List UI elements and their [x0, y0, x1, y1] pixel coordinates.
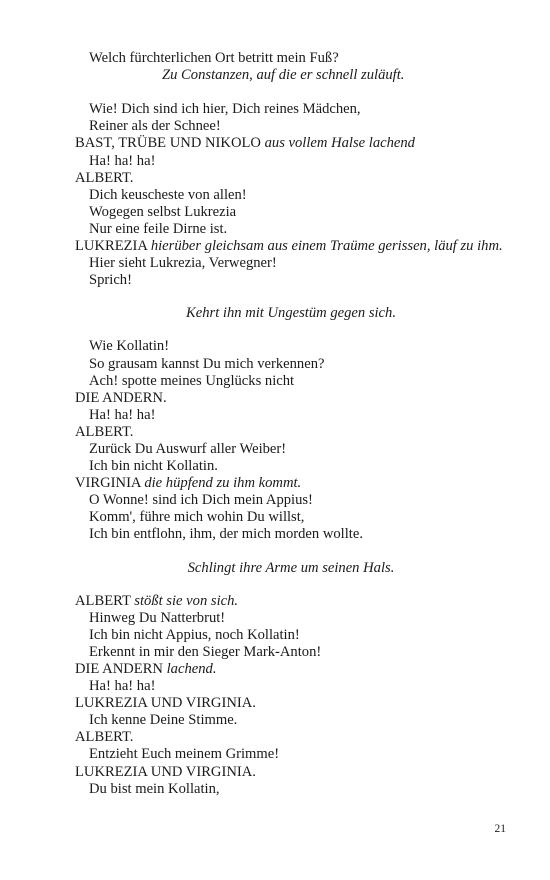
stage-direction: Kehrt ihn mit Ungestüm gegen sich.	[186, 305, 396, 322]
speaker-line	[75, 475, 507, 492]
stage-direction: lachend.	[166, 661, 217, 677]
verse-line: Ich kenne Deine Stimme.	[89, 712, 238, 729]
verse-line: Ich bin nicht Kollatin.	[89, 458, 218, 475]
speaker-name: VIRGINIA	[75, 475, 141, 492]
stage-direction: hierüber gleichsam aus einem Traüme gerissen, läuf zu ihm.	[150, 238, 503, 255]
speaker-name: ALBERT.	[75, 169, 134, 186]
speaker-name: LUKREZIA UND VIRGINIA.	[75, 695, 256, 712]
speaker-name: LUKREZIA	[75, 238, 148, 255]
spacer	[75, 289, 507, 305]
speaker-name: LUKREZIA UND VIRGINIA.	[75, 763, 256, 780]
verse-line: Entzieht Euch meinem Grimme!	[89, 746, 280, 763]
speaker-line	[75, 593, 507, 610]
speaker-line	[75, 661, 507, 678]
spacer	[75, 544, 507, 560]
speaker-line	[75, 238, 507, 255]
spacer	[75, 577, 507, 593]
speaker-name: BAST, TRÜBE UND NIKOLO	[75, 135, 261, 152]
speaker-line	[75, 135, 507, 152]
verse-line: Zurück Du Auswurf aller Weiber!	[89, 440, 287, 457]
verse-line: Ich bin nicht Appius, noch Kollatin!	[89, 626, 300, 643]
play-text	[75, 50, 507, 798]
verse-line: O Wonne! sind ich Dich mein Appius!	[89, 492, 313, 509]
verse-line: Welch fürchterlichen Ort betritt mein Fuß?	[89, 50, 339, 66]
verse-line: So grausam kannst Du mich verkennen?	[89, 355, 325, 372]
speaker-name: DIE ANDERN.	[75, 389, 167, 406]
verse-line: Erkennt in mir den Sieger Mark-Anton!	[89, 643, 322, 660]
verse-line: Ha! ha! ha!	[89, 406, 156, 423]
verse-line: Wie Kollatin!	[89, 338, 170, 355]
speaker-name: ALBERT.	[75, 729, 134, 746]
stage-direction: Schlingt ihre Arme um seinen Hals.	[187, 559, 395, 576]
verse-line: Hier sieht Lukrezia, Verwegner!	[89, 255, 277, 272]
speaker-name: DIE ANDERN	[75, 661, 163, 677]
verse-line: Ach! spotte meines Unglücks nicht	[89, 372, 295, 389]
spacer	[75, 322, 507, 338]
verse-line: Sprich!	[89, 272, 132, 289]
verse-line: Ha! ha! ha!	[89, 152, 156, 169]
verse-line: Nur eine feile Dirne ist.	[89, 220, 228, 237]
verse-line: Komm', führe mich wohin Du willst,	[89, 509, 305, 526]
stage-direction: die hüpfend zu ihm kommt.	[144, 475, 302, 492]
speaker-name: ALBERT	[75, 592, 131, 609]
spacer	[75, 84, 507, 101]
stage-direction: aus vollem Halse lachend	[264, 135, 415, 152]
verse-line: Dich keuscheste von allen!	[89, 186, 247, 203]
page-number: 21	[494, 823, 506, 835]
verse-line: Ich bin entflohn, ihm, der mich morden wollte.	[89, 526, 363, 543]
verse-line: Wie! Dich sind ich hier, Dich reines Mädchen,	[89, 101, 361, 118]
speaker-name: ALBERT.	[75, 423, 134, 440]
verse-line: Reiner als der Schnee!	[89, 118, 221, 135]
stage-direction: stößt sie von sich.	[134, 592, 239, 609]
verse-line: Hinweg Du Natterbrut!	[89, 609, 226, 626]
verse-line: Ha! ha! ha!	[89, 678, 156, 695]
stage-direction: Zu Constanzen, auf die er schnell zuläuft.	[162, 67, 405, 84]
verse-line: Wogegen selbst Lukrezia	[89, 203, 237, 220]
verse-line: Du bist mein Kollatin,	[89, 780, 220, 797]
